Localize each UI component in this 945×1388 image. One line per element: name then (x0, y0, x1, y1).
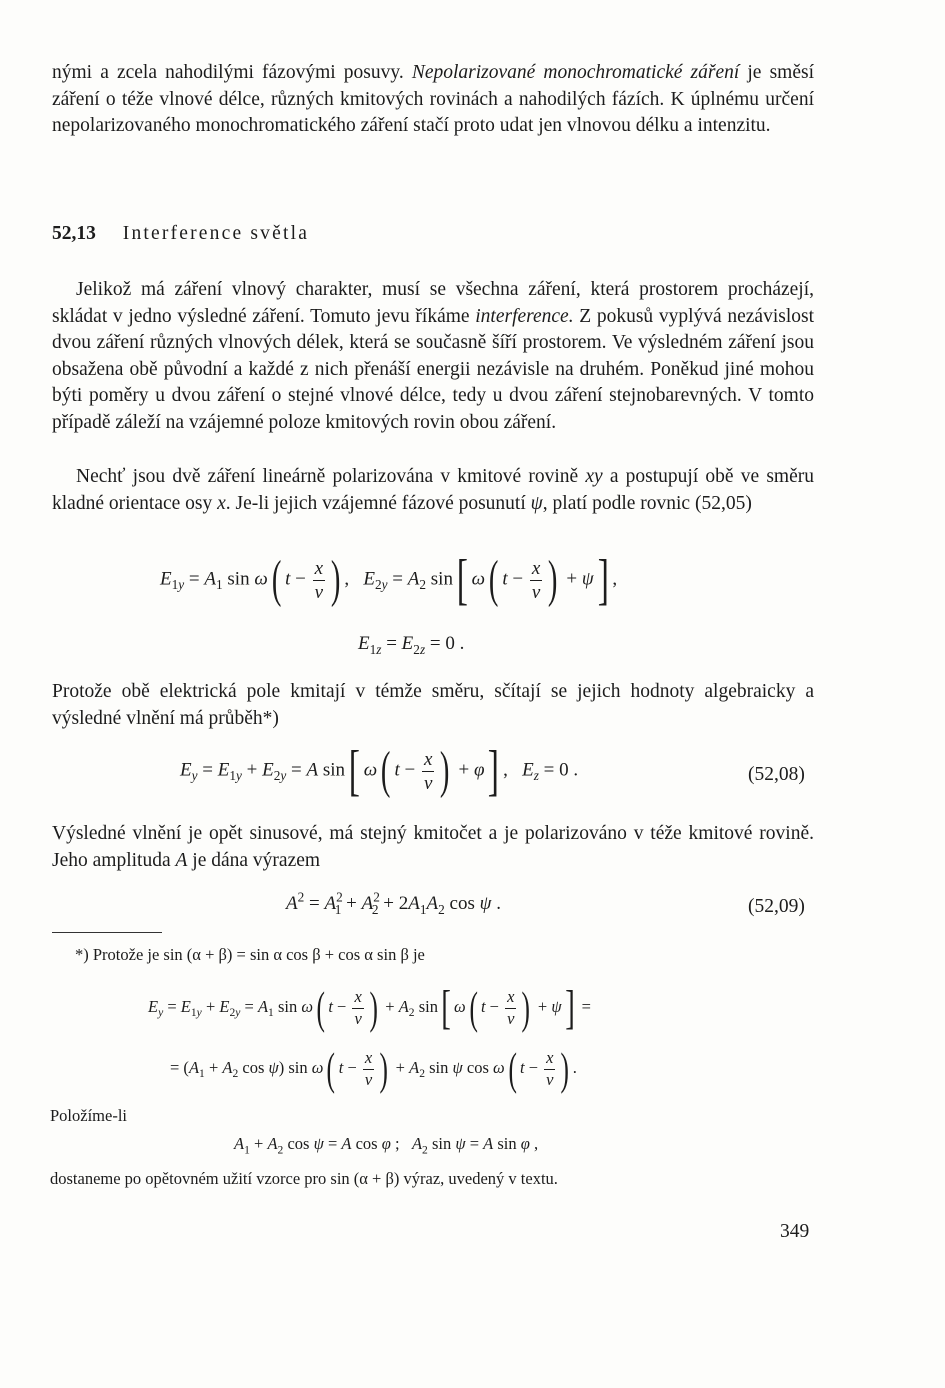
footnote-final: dostaneme po opětovném užití vzorce pro sin (α + β) výraz, uvedený v textu. (50, 1169, 558, 1188)
equation-52-08: $E_y = E_{1y} + E_{2y} = A$ sin[ ω( t − $\frac{x}{v}$ ) + φ] , $E_z = 0$ . (180, 740, 579, 802)
equation-52-09: $A^2 = A^2_1 + A^2_2 + 2A_1A_2$ cos ψ . (286, 889, 501, 917)
section-number: 52,13 (52, 223, 96, 244)
footnote-equation-2: = ($A_1 + A_2$ cos ψ) sin ω( t − $\frac{x}{v}$ ) + $A_2$ sin ψ cos ω( t − $\frac{x}{v}$ ) . (170, 1043, 577, 1094)
paragraph-intro: nými a zcela nahodilými fázovými posuvy. Nepolarizované monochromatické záření je směsí záření o téže vlnové délce, různých kmitových rovinách a nahodilých fázích. K úplnému určení nepolarizovaného monochromatického záření stačí proto udat jen vlnovou délku a intenzitu. (52, 62, 814, 137)
paragraph-polarization: Nechť jsou dvě záření lineárně polarizována v kmitové rovině xy a postupují obě ve směru kladné orientace osy x. Je-li jejich vzájemné fázové posunutí ψ, platí podle rovnic (52,05) (52, 466, 814, 514)
footnote-equation-1: $E_y = E_{1y} + E_{2y} = A_1$ sin ω( t − $\frac{x}{v}$ ) + $A_2$ sin[ ω( t − $\frac{x}{v}$ ) + ψ] = (148, 981, 591, 1034)
paragraph-interference: Jelikož má záření vlnový charakter, musí se všechna záření, která prostorem procházejí, skládat v jedno výsledné záření. Tomuto jevu říkáme interference. Z pokusů vyplývá nezávislost dvou záření různých vlnových délek, která se současně šíří prostorem. Ve výsledném záření jsou obsažena obě původní a každé z nich přenáší energii nezávisle na druhém. Poněkud jiné mohou býti poměry u dvou záření o stejné vlnové délce, tedy u dvou záření stejnobarevných. V tomto případě záleží na vzájemné poloze kmitových rovin obou záření. (52, 279, 814, 433)
page-number: 349 (780, 1221, 810, 1242)
footnote-separator (52, 932, 162, 933)
section-heading (52, 223, 309, 245)
equation-number-52-09: (52,09) (748, 896, 805, 917)
equation-number-52-08: (52,08) (748, 764, 805, 785)
footnote-polozime: Položíme-li (50, 1106, 127, 1125)
equation-e1y-e2y: $E_{1y} = A_1$ sin ω( t − $\frac{x}{v}$ ) , $E_{2y} = A_2$ sin[ ω( t − $\frac{x}{v}$ ) + ψ] , (160, 549, 618, 611)
equation-e1z-e2z: $E_{1z} = E_{2z} = 0$ . (358, 633, 465, 657)
footnote-intro: *) Protože je sin (α + β) = sin α cos β + cos α sin β je (75, 945, 425, 964)
paragraph-amplitude: Výsledné vlnění je opět sinusové, má stejný kmitočet a je polarizováno v téže kmitové rovině. Jeho amplituda A je dána výrazem (52, 823, 814, 871)
paragraph-sum: Protože obě elektrická pole kmitají v témže směru, sčítají se jejich hodnoty algebraicky a výsledné vlnění má průběh*) (52, 681, 814, 729)
section-title: Interference světla (122, 223, 310, 244)
footnote-equation-3: $A_1 + A_2$ cos ψ = A cos φ ; $A_2$ sin ψ = A sin φ , (234, 1134, 539, 1157)
